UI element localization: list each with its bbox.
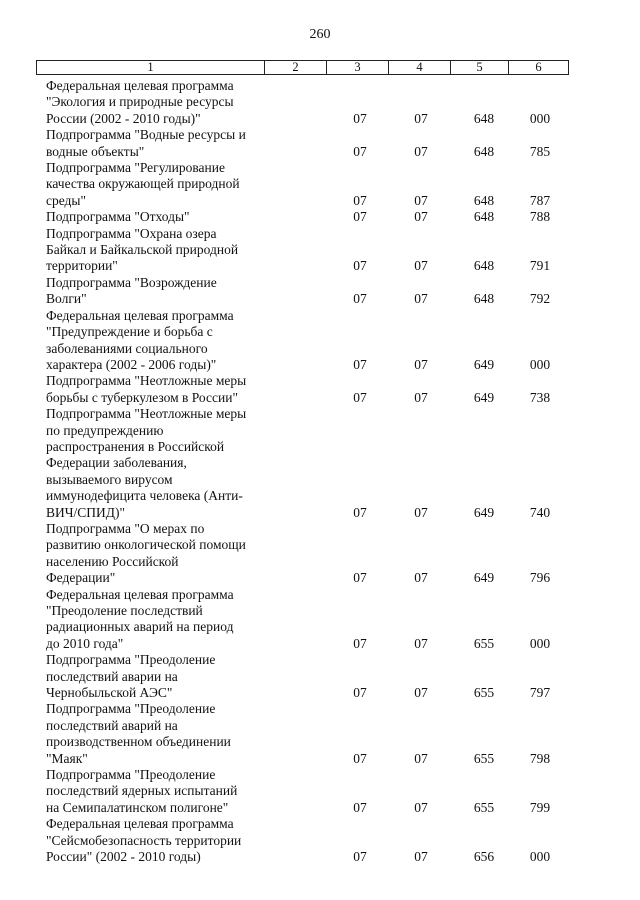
expense-type-code: 000 bbox=[529, 849, 551, 865]
row-name-line: Волги" bbox=[46, 291, 87, 307]
row-name bbox=[46, 78, 268, 127]
column-header-5: 5 bbox=[451, 61, 509, 75]
column-header-6: 6 bbox=[509, 61, 569, 75]
subsection-code: 07 bbox=[414, 799, 428, 815]
target-article-code: 649 bbox=[473, 356, 495, 372]
section-code: 07 bbox=[353, 799, 367, 815]
row-name bbox=[46, 160, 268, 209]
row-name-line: Федерации" bbox=[46, 570, 116, 586]
target-article-code: 648 bbox=[473, 209, 495, 225]
row-name bbox=[46, 275, 268, 308]
table-row bbox=[0, 406, 640, 521]
subsection-code: 07 bbox=[414, 389, 428, 405]
row-name-line: распространения в Российской bbox=[46, 438, 225, 454]
table-row bbox=[0, 652, 640, 701]
subsection-code: 07 bbox=[414, 258, 428, 274]
row-name bbox=[46, 701, 268, 767]
row-name-line: территории" bbox=[46, 258, 118, 274]
expense-type-code: 740 bbox=[529, 504, 551, 520]
row-name-line: Подпрограмма "Охрана озера bbox=[46, 225, 217, 241]
target-article-code: 648 bbox=[473, 110, 495, 126]
section-code: 07 bbox=[353, 389, 367, 405]
section-code: 07 bbox=[353, 849, 367, 865]
budget-rows bbox=[0, 78, 640, 866]
table-row bbox=[0, 701, 640, 767]
section-code: 07 bbox=[353, 635, 367, 651]
target-article-code: 655 bbox=[473, 635, 495, 651]
row-name-line: радиационных аварий на период bbox=[46, 619, 234, 635]
row-name-line: последствий аварий на bbox=[46, 717, 178, 733]
row-name-line: среды" bbox=[46, 192, 87, 208]
expense-type-code: 738 bbox=[529, 389, 551, 405]
table-row bbox=[0, 767, 640, 816]
column-header-3: 3 bbox=[327, 61, 389, 75]
row-name bbox=[46, 209, 268, 225]
section-code: 07 bbox=[353, 192, 367, 208]
column-header-4: 4 bbox=[389, 61, 451, 75]
section-code: 07 bbox=[353, 110, 367, 126]
target-article-code: 656 bbox=[473, 849, 495, 865]
row-name-line: вызываемого вирусом bbox=[46, 471, 173, 487]
subsection-code: 07 bbox=[414, 635, 428, 651]
target-article-code: 649 bbox=[473, 570, 495, 586]
table-row bbox=[0, 816, 640, 865]
subsection-code: 07 bbox=[414, 143, 428, 159]
row-name-line: Федеральная целевая программа bbox=[46, 586, 234, 602]
row-name-line: "Маяк" bbox=[46, 750, 88, 766]
row-name-line: Подпрограмма "Преодоление bbox=[46, 652, 216, 668]
row-name bbox=[46, 308, 268, 374]
target-article-code: 648 bbox=[473, 143, 495, 159]
row-name-line: Федеральная целевая программа bbox=[46, 816, 234, 832]
row-name-line: Байкал и Байкальской природной bbox=[46, 242, 239, 258]
section-code: 07 bbox=[353, 750, 367, 766]
row-name bbox=[46, 226, 268, 275]
row-name-line: Подпрограмма "Преодоление bbox=[46, 701, 216, 717]
row-name-line: населению Российской bbox=[46, 553, 179, 569]
row-name-line: последствий аварии на bbox=[46, 668, 178, 684]
table-row bbox=[0, 587, 640, 653]
row-name-line: Федеральная целевая программа bbox=[46, 78, 234, 93]
expense-type-code: 785 bbox=[529, 143, 551, 159]
subsection-code: 07 bbox=[414, 209, 428, 225]
expense-type-code: 000 bbox=[529, 110, 551, 126]
row-name-line: на Семипалатинском полигоне" bbox=[46, 799, 229, 815]
target-article-code: 648 bbox=[473, 291, 495, 307]
table-row bbox=[0, 209, 640, 225]
row-name-line: Подпрограмма "О мерах по bbox=[46, 520, 205, 536]
row-name-line: ВИЧ/СПИД)" bbox=[46, 504, 125, 520]
row-name-line: водные объекты" bbox=[46, 143, 145, 159]
row-name bbox=[46, 373, 268, 406]
column-header-1: 1 bbox=[37, 61, 265, 75]
table-row bbox=[0, 275, 640, 308]
subsection-code: 07 bbox=[414, 849, 428, 865]
section-code: 07 bbox=[353, 570, 367, 586]
row-name-line: Подпрограмма "Неотложные меры bbox=[46, 373, 247, 389]
row-name-line: Подпрограмма "Регулирование bbox=[46, 160, 225, 176]
row-name-line: Федерации заболевания, bbox=[46, 455, 187, 471]
target-article-code: 648 bbox=[473, 258, 495, 274]
row-name-line: Федеральная целевая программа bbox=[46, 307, 234, 323]
row-name-line: "Предупреждение и борьба с bbox=[46, 324, 213, 340]
row-name-line: России" (2002 - 2010 годы) bbox=[46, 849, 201, 865]
target-article-code: 649 bbox=[473, 504, 495, 520]
expense-type-code: 788 bbox=[529, 209, 551, 225]
subsection-code: 07 bbox=[414, 504, 428, 520]
row-name-line: характера (2002 - 2006 годы)" bbox=[46, 356, 217, 372]
row-name-line: до 2010 года" bbox=[46, 635, 124, 651]
row-name bbox=[46, 587, 268, 653]
table-row bbox=[0, 127, 640, 160]
row-name-line: заболеваниями социального bbox=[46, 340, 208, 356]
expense-type-code: 792 bbox=[529, 291, 551, 307]
column-header-2: 2 bbox=[265, 61, 327, 75]
table-row bbox=[0, 373, 640, 406]
target-article-code: 648 bbox=[473, 192, 495, 208]
subsection-code: 07 bbox=[414, 110, 428, 126]
row-name-line: России (2002 - 2010 годы)" bbox=[46, 110, 201, 126]
row-name-line: "Преодоление последствий bbox=[46, 603, 203, 618]
row-name-line: "Экология и природные ресурсы bbox=[46, 94, 234, 110]
section-code: 07 bbox=[353, 143, 367, 159]
section-code: 07 bbox=[353, 685, 367, 701]
row-name-line: Подпрограмма "Неотложные меры bbox=[46, 406, 247, 422]
section-code: 07 bbox=[353, 504, 367, 520]
row-name-line: развитию онкологической помощи bbox=[46, 537, 246, 553]
expense-type-code: 798 bbox=[529, 750, 551, 766]
subsection-code: 07 bbox=[414, 570, 428, 586]
target-article-code: 649 bbox=[473, 389, 495, 405]
row-name-line: Подпрограмма "Водные ресурсы и bbox=[46, 127, 246, 143]
expense-type-code: 797 bbox=[529, 685, 551, 701]
row-name-line: борьбы с туберкулезом в России" bbox=[46, 389, 238, 405]
target-article-code: 655 bbox=[473, 799, 495, 815]
row-name bbox=[46, 652, 268, 701]
column-header-table bbox=[36, 60, 569, 75]
row-name-line: Чернобыльской АЭС" bbox=[46, 685, 173, 701]
page-number: 260 bbox=[309, 27, 331, 42]
row-name bbox=[46, 521, 268, 587]
row-name-line: производственном объединении bbox=[46, 734, 231, 750]
expense-type-code: 791 bbox=[529, 258, 551, 274]
subsection-code: 07 bbox=[414, 192, 428, 208]
expense-type-code: 000 bbox=[529, 356, 551, 372]
table-row bbox=[0, 226, 640, 275]
subsection-code: 07 bbox=[414, 291, 428, 307]
subsection-code: 07 bbox=[414, 356, 428, 372]
section-code: 07 bbox=[353, 356, 367, 372]
table-row bbox=[0, 78, 640, 127]
row-name-line: по предупреждению bbox=[46, 422, 164, 438]
row-name bbox=[46, 767, 268, 816]
row-name bbox=[46, 127, 268, 160]
row-name-line: последствий ядерных испытаний bbox=[46, 783, 238, 799]
row-name-line: Подпрограмма "Отходы" bbox=[46, 209, 190, 225]
section-code: 07 bbox=[353, 291, 367, 307]
row-name-line: иммунодефицита человека (Анти- bbox=[46, 488, 243, 504]
target-article-code: 655 bbox=[473, 750, 495, 766]
row-name-line: качества окружающей природной bbox=[46, 176, 240, 192]
expense-type-code: 787 bbox=[529, 192, 551, 208]
row-name-line: "Сейсмобезопасность территории bbox=[46, 832, 242, 848]
section-code: 07 bbox=[353, 258, 367, 274]
section-code: 07 bbox=[353, 209, 367, 225]
expense-type-code: 796 bbox=[529, 570, 551, 586]
row-name-line: Подпрограмма "Возрождение bbox=[46, 274, 217, 290]
row-name bbox=[46, 406, 268, 521]
expense-type-code: 799 bbox=[529, 799, 551, 815]
table-row bbox=[0, 521, 640, 587]
row-name bbox=[46, 816, 268, 865]
table-row bbox=[0, 160, 640, 209]
subsection-code: 07 bbox=[414, 750, 428, 766]
row-name-line: Подпрограмма "Преодоление bbox=[46, 767, 216, 783]
target-article-code: 655 bbox=[473, 685, 495, 701]
expense-type-code: 000 bbox=[529, 635, 551, 651]
subsection-code: 07 bbox=[414, 685, 428, 701]
table-row bbox=[0, 308, 640, 374]
